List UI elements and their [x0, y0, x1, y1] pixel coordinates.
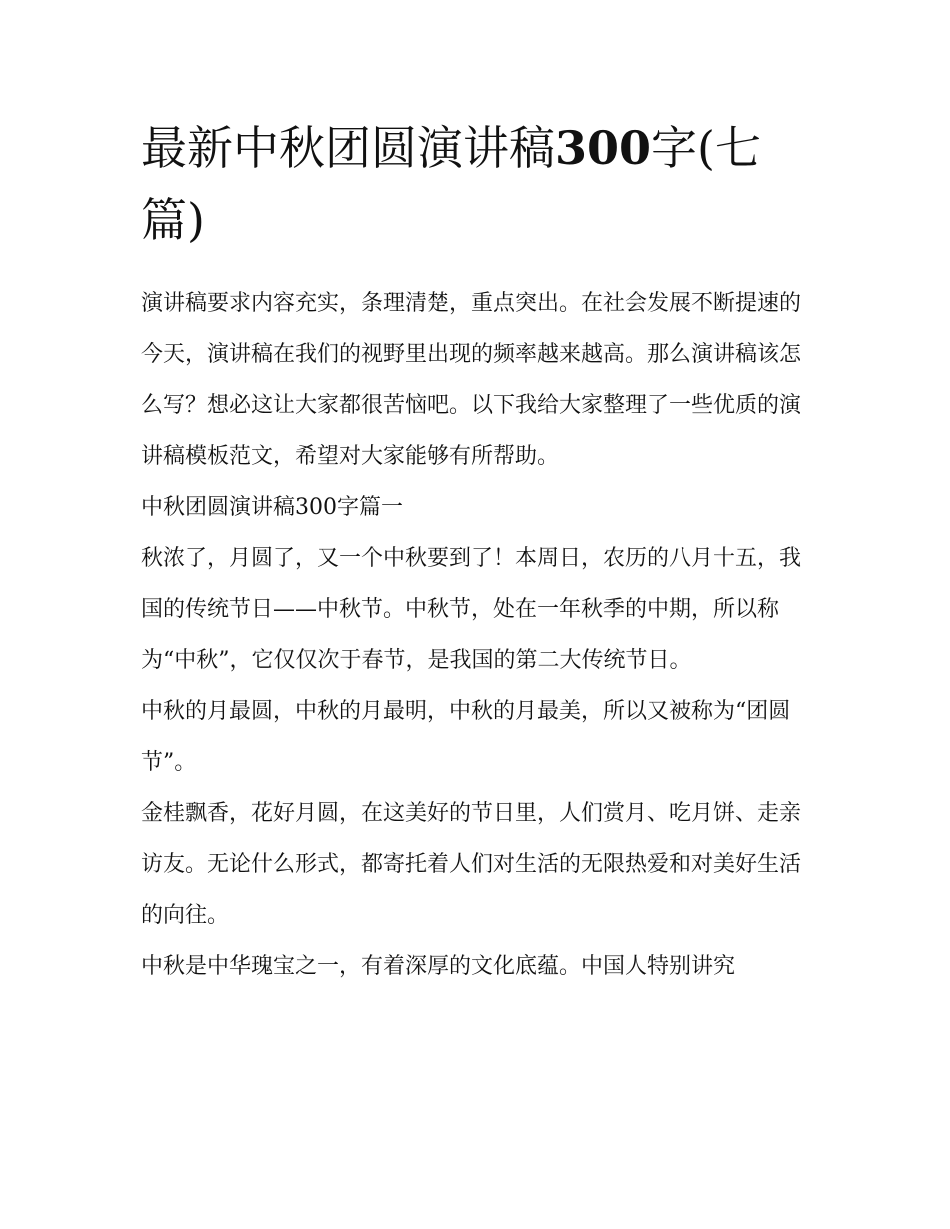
body-paragraph-4: 中秋是中华瑰宝之一，有着深厚的文化底蕴。中国人特别讲究	[141, 954, 736, 979]
title-text-part1: 最新中秋团圆演讲稿	[141, 121, 555, 175]
title-number: 300	[555, 121, 652, 175]
document-page	[141, 112, 813, 992]
body-paragraph-1: 秋浓了，月圆了，又一个中秋要到了！本周日，农历的八月十五，我国的传统节日——中秋节。中秋节，处在一年秋季的中期，所以称为“中秋”，它仅仅次于春节，是我国的第二大传统节日。	[141, 546, 802, 673]
body-paragraph-2: 中秋的月最圆，中秋的月最明，中秋的月最美，所以又被称为“团圆节”。	[141, 699, 791, 775]
body-paragraph-3: 金桂飘香，花好月圆，在这美好的节日里，人们赏月、吃月饼、走亲访友。无论什么形式，都寄托着人们对生活的无限热爱和对美好生活的向往。	[141, 801, 802, 928]
section-heading: 中秋团圆演讲稿300字篇一	[141, 495, 403, 520]
title-text-part2: 字(七篇)	[141, 121, 761, 247]
intro-paragraph: 演讲稿要求内容充实，条理清楚，重点突出。在社会发展不断提速的今天，演讲稿在我们的视野里出现的频率越来越高。那么演讲稿该怎么写？想必这让大家都很苦恼吧。以下我给大家整理了一些优质的演讲稿模板范文，希望对大家能够有所帮助。	[141, 291, 802, 469]
document-title	[141, 112, 813, 256]
